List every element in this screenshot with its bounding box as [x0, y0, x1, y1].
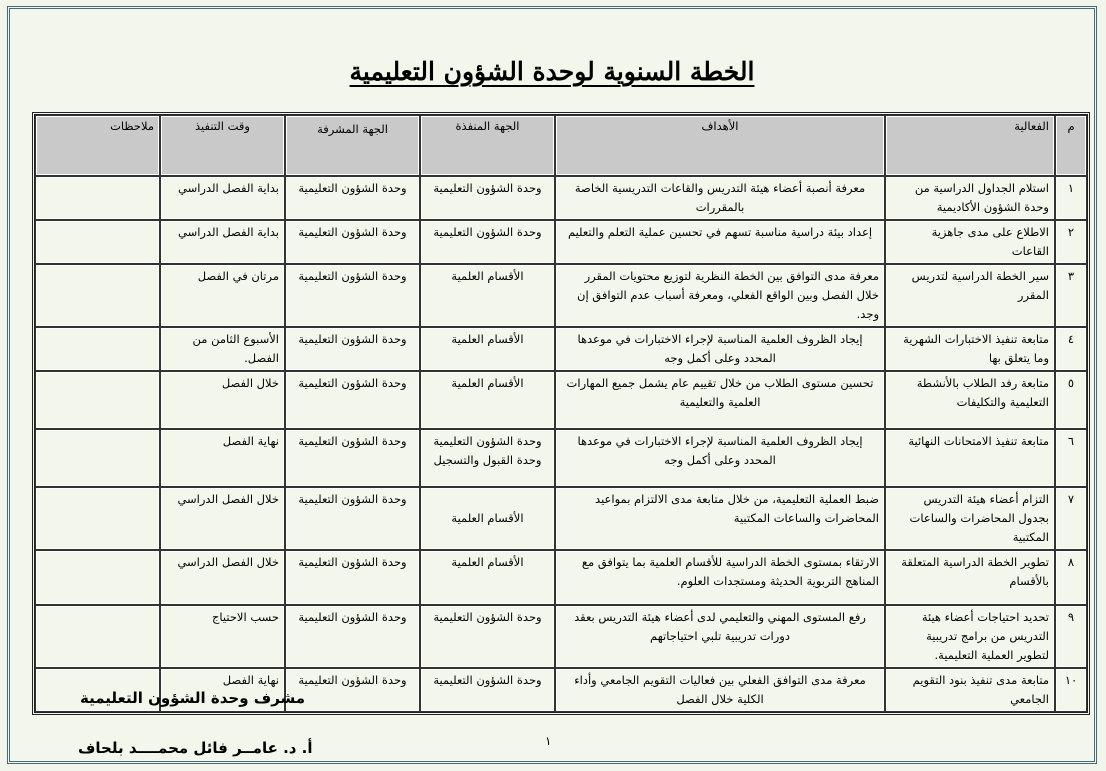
row-executor: الأقسام العلمية	[420, 327, 555, 371]
row-notes	[35, 264, 160, 327]
document-page	[7, 6, 1097, 764]
row-supervisor: وحدة الشؤون التعليمية	[285, 668, 420, 712]
row-executor: الأقسام العلمية	[420, 487, 555, 550]
row-activity: التزام أعضاء هيئة التدريس بجدول المحاضرات والساعات المكتبية	[885, 487, 1055, 550]
row-supervisor: وحدة الشؤون التعليمية	[285, 264, 420, 327]
header-goals: الأهداف	[555, 115, 885, 176]
row-time: بداية الفصل الدراسي	[160, 176, 285, 220]
table-row	[35, 220, 1087, 264]
header-num: م	[1055, 115, 1087, 176]
row-supervisor: وحدة الشؤون التعليمية	[285, 550, 420, 605]
row-activity: متابعة تنفيذ الاختبارات الشهرية وما يتعلق بها	[885, 327, 1055, 371]
row-activity: سير الخطة الدراسية لتدريس المقرر	[885, 264, 1055, 327]
row-num: ٦	[1055, 429, 1087, 487]
supervisor-name: أ. د. عامــر فائل محمــــد بلحاف	[78, 739, 313, 757]
row-time: نهاية الفصل	[160, 668, 285, 712]
row-goals: معرفة مدى التوافق بين الخطة النظرية لتوزيع محتويات المقرر خلال الفصل وبين الواقع الفعلي، ومعرفة أسباب عدم التوافق إن وجد.	[555, 264, 885, 327]
row-activity: استلام الجداول الدراسية من وحدة الشؤون الأكاديمية	[885, 176, 1055, 220]
row-num: ٨	[1055, 550, 1087, 605]
row-time: نهاية الفصل	[160, 429, 285, 487]
row-supervisor: وحدة الشؤون التعليمية	[285, 605, 420, 668]
row-num: ٧	[1055, 487, 1087, 550]
page-number: ١	[545, 734, 552, 748]
row-supervisor: وحدة الشؤون التعليمية	[285, 176, 420, 220]
row-goals: رفع المستوى المهني والتعليمي لدى أعضاء هيئة التدريس بعقد دورات تدريبية تلبي احتياجاتهم	[555, 605, 885, 668]
row-time: خلال الفصل	[160, 371, 285, 429]
row-goals: الارتقاء بمستوى الخطة الدراسية للأقسام العلمية بما يتوافق مع المناهج التربوية الحديثة ومستجدات العلوم.	[555, 550, 885, 605]
header-supervisor: الجهة المشرفة	[285, 115, 420, 176]
row-num: ٣	[1055, 264, 1087, 327]
header-notes: ملاحظات	[35, 115, 160, 176]
row-notes	[35, 487, 160, 550]
table-row	[35, 605, 1087, 668]
row-goals: معرفة مدى التوافق الفعلي بين فعاليات التقويم الجامعي وأداء الكلية خلال الفصل	[555, 668, 885, 712]
row-notes	[35, 176, 160, 220]
row-executor: الأقسام العلمية	[420, 371, 555, 429]
row-activity: الاطلاع على مدى جاهزية القاعات	[885, 220, 1055, 264]
row-goals: معرفة أنصبة أعضاء هيئة التدريس والقاعات التدريسية الخاصة بالمقررات	[555, 176, 885, 220]
row-time: بداية الفصل الدراسي	[160, 220, 285, 264]
row-num: ٢	[1055, 220, 1087, 264]
row-executor: وحدة الشؤون التعليمية	[420, 605, 555, 668]
page-title: الخطة السنوية لوحدة الشؤون التعليمية	[349, 57, 755, 86]
row-activity: متابعة مدى تنفيذ بنود التقويم الجامعي	[885, 668, 1055, 712]
table-row	[35, 487, 1087, 550]
header-activity: الفعالية	[885, 115, 1055, 176]
table-row	[35, 429, 1087, 487]
table-row	[35, 550, 1087, 605]
row-time: خلال الفصل الدراسي	[160, 550, 285, 605]
row-executor: الأقسام العلمية	[420, 550, 555, 605]
row-notes	[35, 429, 160, 487]
row-goals: إعداد بيئة دراسية مناسبة تسهم في تحسين عملية التعلم والتعليم	[555, 220, 885, 264]
row-notes	[35, 327, 160, 371]
row-activity: متابعة تنفيذ الامتحانات النهائية	[885, 429, 1055, 487]
annual-plan-table	[32, 112, 1090, 715]
row-goals: تحسين مستوى الطلاب من خلال تقييم عام يشمل جميع المهارات العلمية والتعليمية	[555, 371, 885, 429]
row-notes	[35, 220, 160, 264]
row-supervisor: وحدة الشؤون التعليمية	[285, 429, 420, 487]
row-num: ٩	[1055, 605, 1087, 668]
row-supervisor: وحدة الشؤون التعليمية	[285, 487, 420, 550]
row-goals: إيجاد الظروف العلمية المناسبة لإجراء الاختبارات في موعدها المحدد وعلى أكمل وجه	[555, 327, 885, 371]
row-executor: الأقسام العلمية	[420, 264, 555, 327]
row-goals: ضبط العملية التعليمية، من خلال متابعة مدى الالتزام بمواعيد المحاضرات والساعات المكتبية	[555, 487, 885, 550]
row-num: ١	[1055, 176, 1087, 220]
row-num: ٥	[1055, 371, 1087, 429]
table-row	[35, 264, 1087, 327]
row-supervisor: وحدة الشؤون التعليمية	[285, 220, 420, 264]
row-time: مرتان في الفصل	[160, 264, 285, 327]
row-executor: وحدة الشؤون التعليمية	[420, 176, 555, 220]
header-time: وقت التنفيذ	[160, 115, 285, 176]
row-notes	[35, 371, 160, 429]
row-supervisor: وحدة الشؤون التعليمية	[285, 327, 420, 371]
row-executor: وحدة الشؤون التعليمية	[420, 668, 555, 712]
row-notes	[35, 550, 160, 605]
row-time: الأسبوع الثامن من الفصل.	[160, 327, 285, 371]
row-supervisor: وحدة الشؤون التعليمية	[285, 371, 420, 429]
supervisor-role: مشرف وحدة الشؤون التعليمية	[80, 689, 306, 707]
header-executor: الجهة المنفذة	[420, 115, 555, 176]
table-row	[35, 371, 1087, 429]
row-executor: وحدة الشؤون التعليمية	[420, 220, 555, 264]
row-notes	[35, 605, 160, 668]
row-activity: متابعة رفد الطلاب بالأنشطة التعليمية والتكليفات	[885, 371, 1055, 429]
row-time: خلال الفصل الدراسي	[160, 487, 285, 550]
table-row	[35, 327, 1087, 371]
row-executor: وحدة الشؤون التعليمية وحدة القبول والتسجيل	[420, 429, 555, 487]
table-row	[35, 176, 1087, 220]
row-num: ١٠	[1055, 668, 1087, 712]
row-activity: تحديد احتياجات أعضاء هيئة التدريس من برامج تدريبية لتطوير العملية التعليمية.	[885, 605, 1055, 668]
row-activity: تطوير الخطة الدراسية المتعلقة بالأقسام	[885, 550, 1055, 605]
row-num: ٤	[1055, 327, 1087, 371]
row-goals: إيجاد الظروف العلمية المناسبة لإجراء الاختبارات في موعدها المحدد وعلى أكمل وجه	[555, 429, 885, 487]
table-header-row	[35, 115, 1087, 176]
row-time: حسب الاحتياج	[160, 605, 285, 668]
